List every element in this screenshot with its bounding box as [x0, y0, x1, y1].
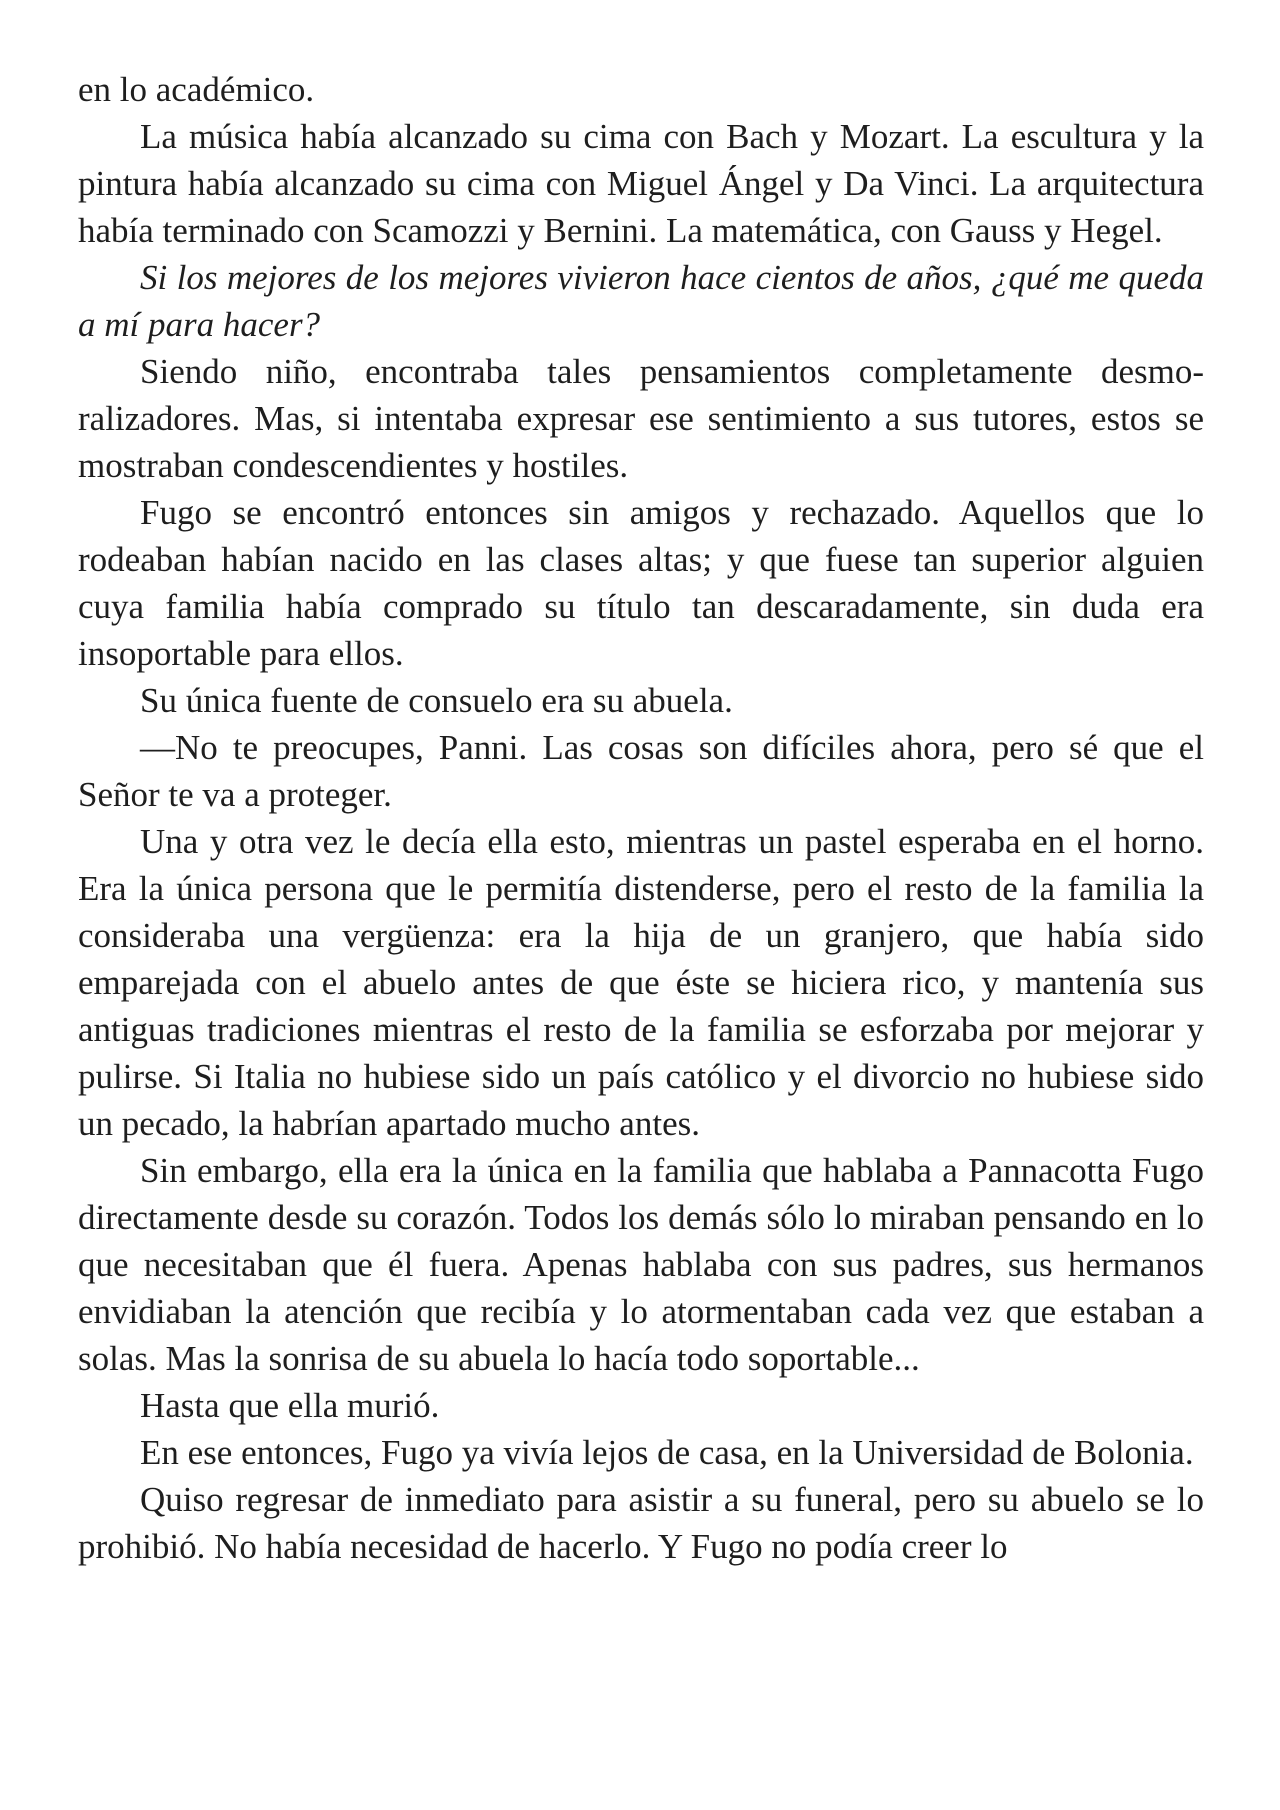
paragraph-family: Una y otra vez le decía ella esto, mientras un pastel esperaba en el horno. Era la única persona que le permitía distenderse, pero el resto de la familia la consideraba una vergüenza: era la hija de un granjero, que había sido emparejada con el abuelo antes de que éste se hiciera rico, y mantenía sus antiguas tradiciones mientras el resto de la familia se esforzaba por mejorar y pulirse. Si Italia no hubiese sido un país católico y el divorcio no hubiese sido un pecado, la habrían apartado mucho antes. [78, 822, 1204, 1143]
paragraph-masters: La música había alcanzado su cima con Bach y Mozart. La escultura y la pintura había alcanzado su cima con Miguel Ángel y Da Vinci. La arquitectura había terminado con Scamozzi y Bernini. La matemática, con Gauss y Hegel. [78, 117, 1204, 250]
paragraph-italic-thought: Si los mejores de los mejores vivieron hace cientos de años, ¿qué me queda a mí para hacer? [78, 258, 1204, 344]
paragraph-childhood: Siendo niño, encontraba tales pensamientos completamente desmoralizadores. Mas, si intentaba expresar ese sentimiento a sus tutores, estos se mostraban condescendientes y hostiles. [78, 352, 1204, 485]
paragraph-continuation: en lo académico. [78, 70, 315, 109]
paragraph-funeral: Quiso regresar de inmediato para asistir a su funeral, pero su abuelo se lo prohibió. No había necesidad de hacerlo. Y Fugo no podía creer lo [78, 1480, 1204, 1566]
paragraph-dialogue: —No te preocupes, Panni. Las cosas son difíciles ahora, pero sé que el Señor te va a proteger. [78, 728, 1204, 814]
paragraph-bologna: En ese entonces, Fugo ya vivía lejos de casa, en la Universidad de Bolonia. [140, 1433, 1194, 1472]
paragraph-grandmother: Su única fuente de consuelo era su abuela. [140, 681, 733, 720]
paragraph-rejected: Fugo se encontró entonces sin amigos y rechazado. Aquellos que lo rodeaban habían nacido en las clases altas; y que fuese tan superior alguien cuya familia había comprado su título tan descaradamente, sin duda era insoportable para ellos. [78, 493, 1204, 673]
paragraph-heart: Sin embargo, ella era la única en la familia que hablaba a Pannacotta Fugo directamente desde su corazón. Todos los demás sólo lo miraban pensando en lo que necesitaban que él fuera. Apenas hablaba con sus padres, sus hermanos envidiaban la atención que recibía y lo atormentaban cada vez que estaban a solas. Mas la sonrisa de su abuela lo hacía todo soportable... [78, 1151, 1204, 1378]
paragraph-death: Hasta que ella murió. [140, 1386, 440, 1425]
